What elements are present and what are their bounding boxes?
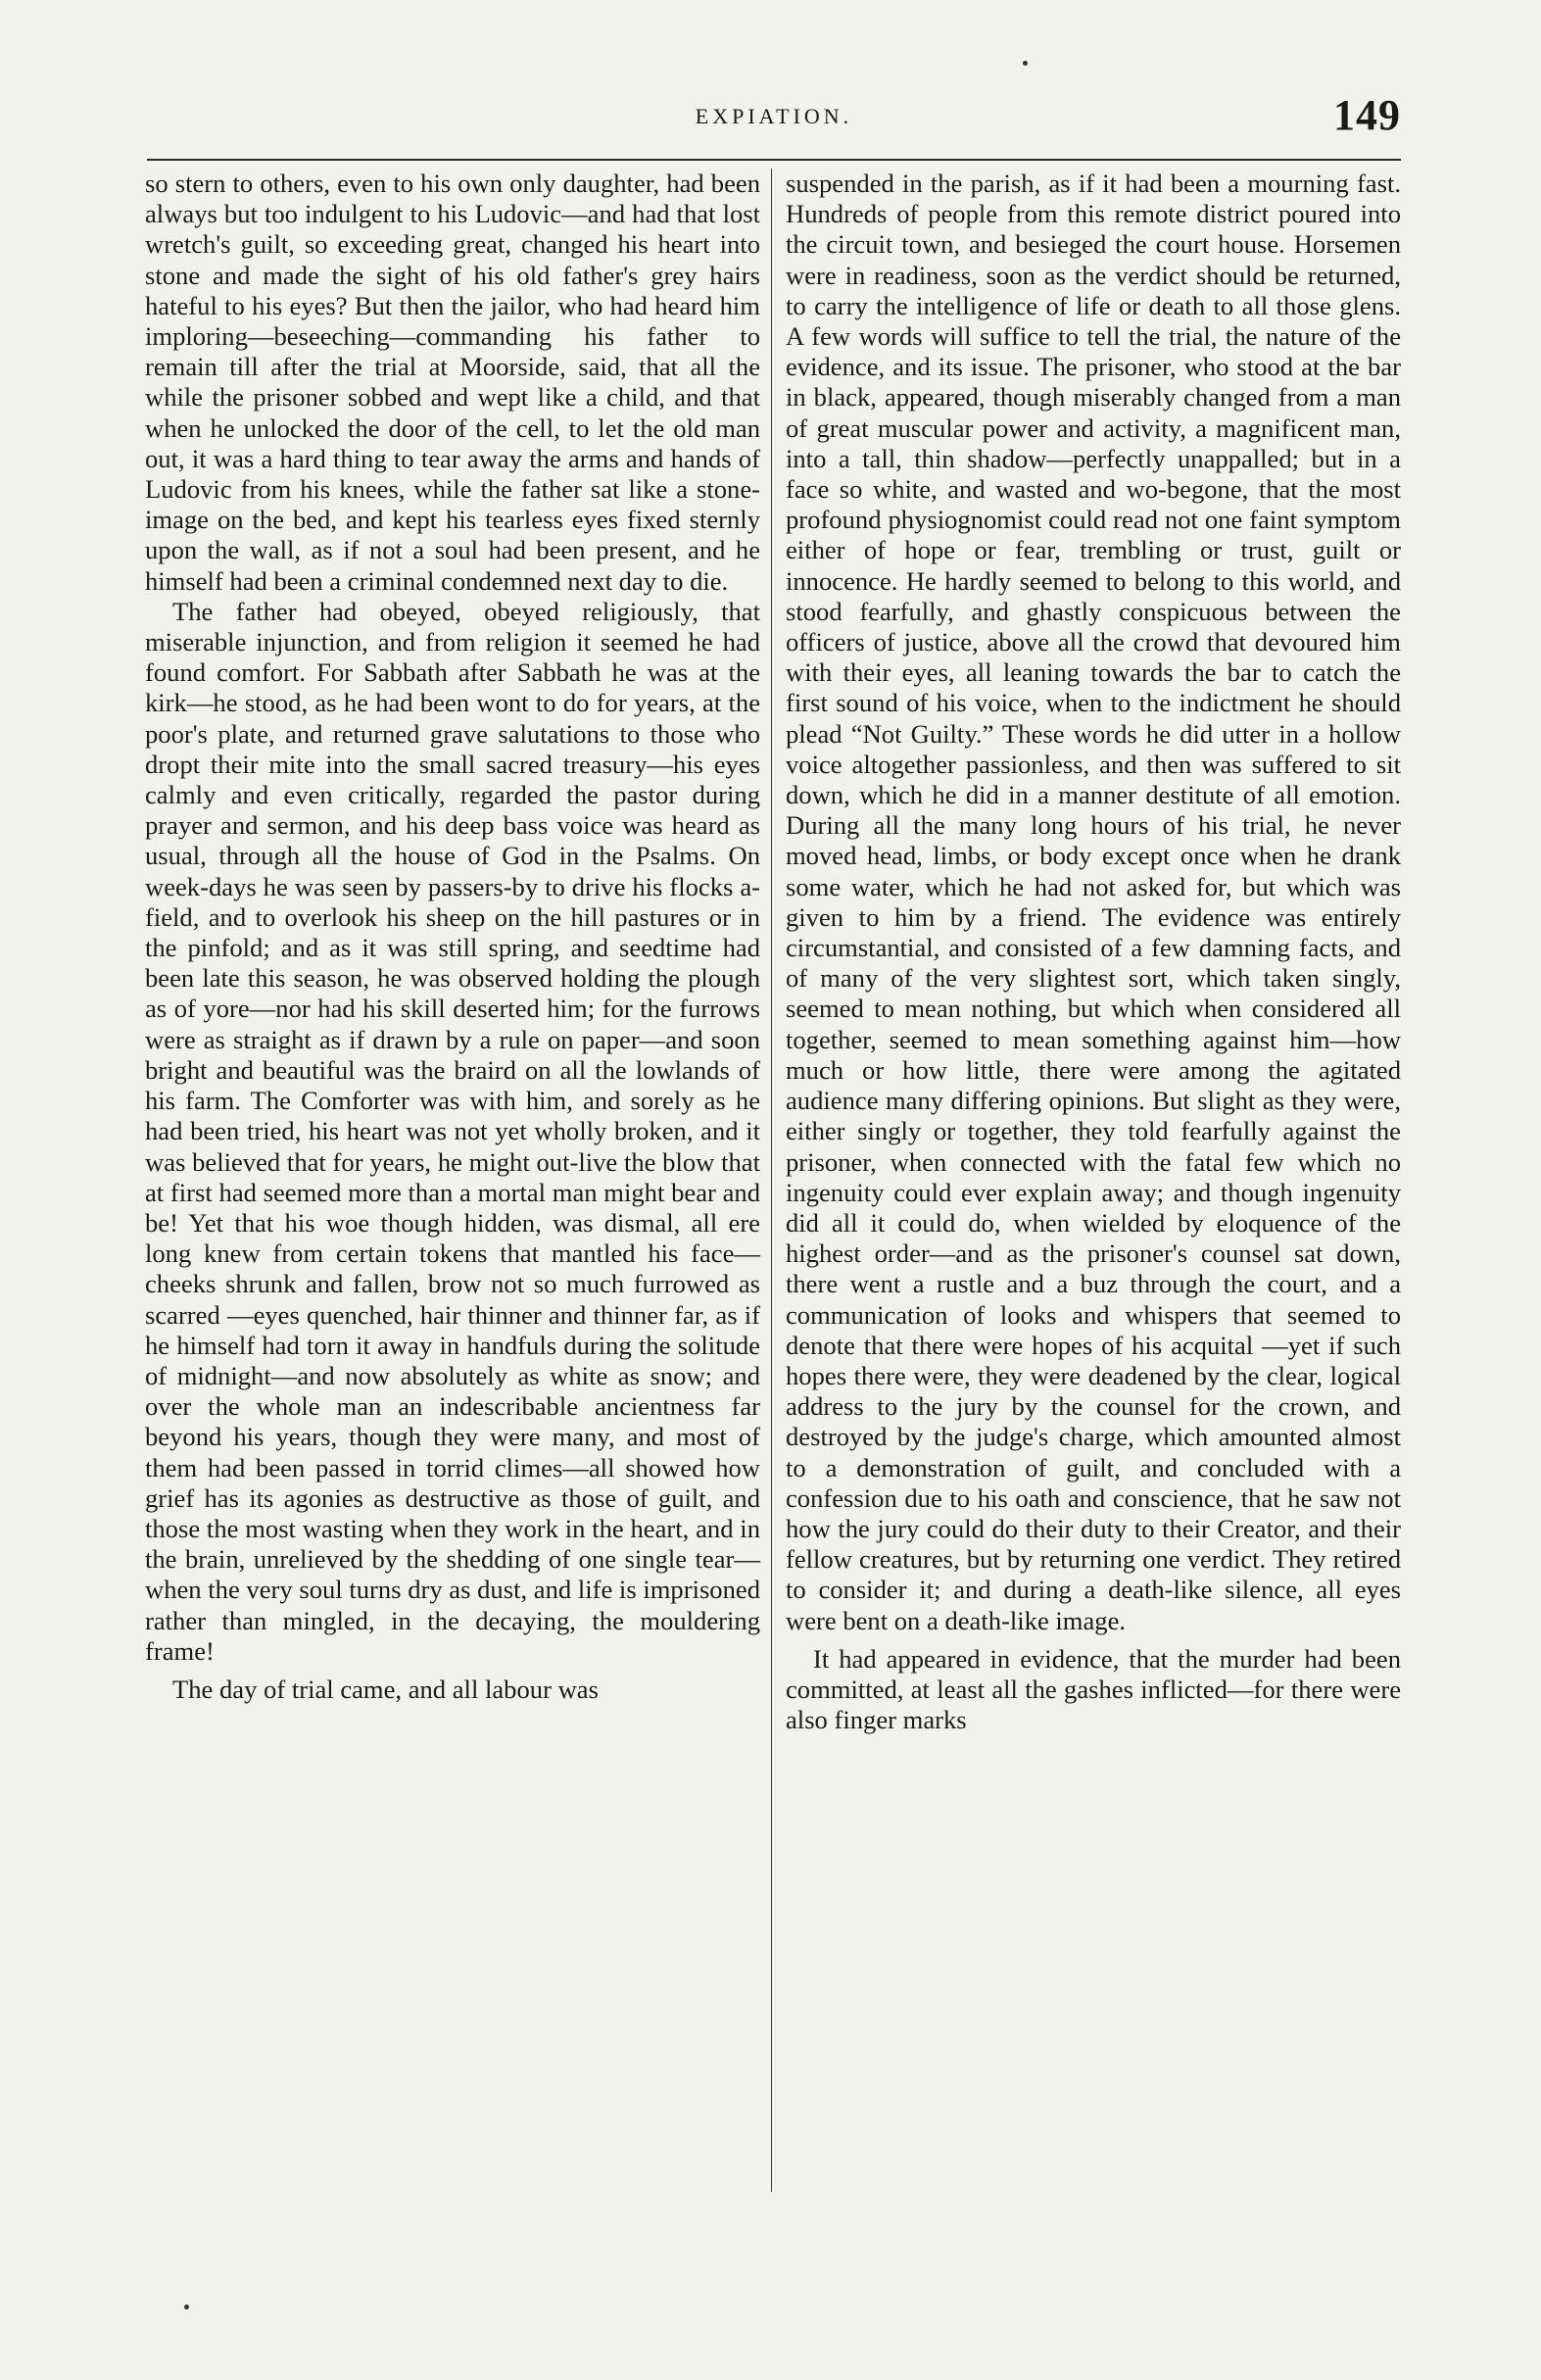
page-header: [147, 90, 1401, 149]
paragraph: The day of trial came, and all labour was: [172, 1674, 599, 1704]
print-speck: [184, 2305, 189, 2309]
running-title: EXPIATION.: [695, 104, 853, 128]
right-column: [786, 169, 1401, 1735]
paragraph: The father had obeyed, obeyed religiously, that miserable injunction, and from religion it seemed he had found comfort. For Sabbath after Sabbath he was at the kirk—he stood, as he had been wont to do for years, at the poor's plate, and returned grave salutations to those who dropt their mite into the small sacred treasury—his eyes calmly and even critically, regarded the pastor during prayer and sermon, and his deep bass voice was heard as usual, through all the house of God in the Psalms. On week-days he was seen by passers-by to drive his flocks a-field, and to overlook his sheep on the hill pastures or in the pinfold; and as it was still spring, and seedtime had been late this season, he was observed holding the plough as of yore—nor had his skill deserted him; for the furrows were as straight as if drawn by a rule on paper—and soon bright and beautiful was the braird on all the lowlands of his farm. The Comforter was with him, and sorely as he had been tried, his heart was not yet wholly broken, and it was believed that for years, he might out-live the blow that at first had seemed more than a mortal man might bear and be! Yet that his woe though hidden, was dismal, all ere long knew from certain tokens that mantled his face—cheeks shrunk and fallen, brow not so much furrowed as scarred —eyes quenched, hair thinner and thinner far, as if he himself had torn it away in handfuls during the solitude of midnight—and now absolutely as white as snow; and over the whole man an indescribable ancientness far beyond his years, though they were many, and most of them had been passed in torrid climes—all showed how grief has its agonies as destructive as those of guilt, and those the most wasting when they work in the heart, and in the brain, unrelieved by the shedding of one single tear—when the very soul turns dry as dust, and life is imprisoned rather than mingled, in the decaying, the mouldering frame!: [145, 596, 760, 1666]
left-column: [145, 169, 760, 1705]
paragraph: so stern to others, even to his own only daughter, had been always but too indulgent to his Ludovic—and had that lost wretch's guilt, so exceeding great, changed his heart into stone and made the sight of his old father's grey hairs hateful to his eyes? But then the jailor, who had heard him imploring—beseeching—commanding his father to remain till after the trial at Moorside, said, that all the while the prisoner sobbed and wept like a child, and that when he unlocked the door of the cell, to let the old man out, it was a hard thing to tear away the arms and hands of Ludovic from his knees, while the father sat like a stone-image on the bed, and kept his tearless eyes fixed sternly upon the wall, as if not a soul had been present, and he himself had been a criminal condemned next day to die.: [145, 169, 760, 596]
page-number: 149: [1333, 91, 1401, 139]
paragraph: suspended in the parish, as if it had been a mourning fast. Hundreds of people from this remote district poured into the circuit town, and besieged the court house. Horsemen were in readiness, soon as the verdict should be returned, to carry the intelligence of life or death to all those glens. A few words will suffice to tell the trial, the nature of the evidence, and its issue. The prisoner, who stood at the bar in black, appeared, though miserably changed from a man of great muscular power and activity, a magnificent man, into a tall, thin shadow—perfectly unappalled; but in a face so white, and wasted and wo-begone, that the most profound physiognomist could read not one faint symptom either of hope or fear, trembling or trust, guilt or innocence. He hardly seemed to belong to this world, and stood fearfully, and ghastly conspicuous between the officers of justice, above all the crowd that devoured him with their eyes, all leaning towards the bar to catch the first sound of his voice, when to the indictment he should plead “Not Guilty.” These words he did utter in a hollow voice altogether passionless, and then was suffered to sit down, which he did in a manner destitute of all emotion. During all the many long hours of his trial, he never moved head, limbs, or body except once when he drank some water, which he had not asked for, but which was given to him by a friend. The evidence was entirely circumstantial, and consisted of a few damning facts, and of many of the very slightest sort, which taken singly, seemed to mean nothing, but which when considered all together, seemed to mean something against him—how much or how little, there were among the agitated audience many differing opinions. But slight as they were, either singly or together, they told fearfully against the prisoner, when connected with the fatal few which no ingenuity could ever explain away; and though ingenuity did all it could do, when wielded by eloquence of the highest order—and as the prisoner's counsel sat down, there went a rustle and a buz through the court, and a communication of looks and whispers that seemed to denote that there were hopes of his acquital —yet if such hopes there were, they were deadened by the clear, logical address to the jury by the counsel for the crown, and destroyed by the judge's charge, which amounted almost to a demonstration of guilt, and concluded with a confession due to his oath and conscience, that he saw not how the jury could do their duty to their Creator, and their fellow creatures, but by returning one verdict. They retired to consider it; and during a death-like silence, all eyes were bent on a death-like image.: [786, 169, 1401, 1635]
print-speck: [1023, 61, 1028, 66]
header-rule: [147, 159, 1401, 161]
paragraph: It had appeared in evidence, that the murder had been committed, at least all the gashes inflicted—for there were also finger marks: [786, 1643, 1401, 1735]
column-divider: [771, 169, 772, 2192]
